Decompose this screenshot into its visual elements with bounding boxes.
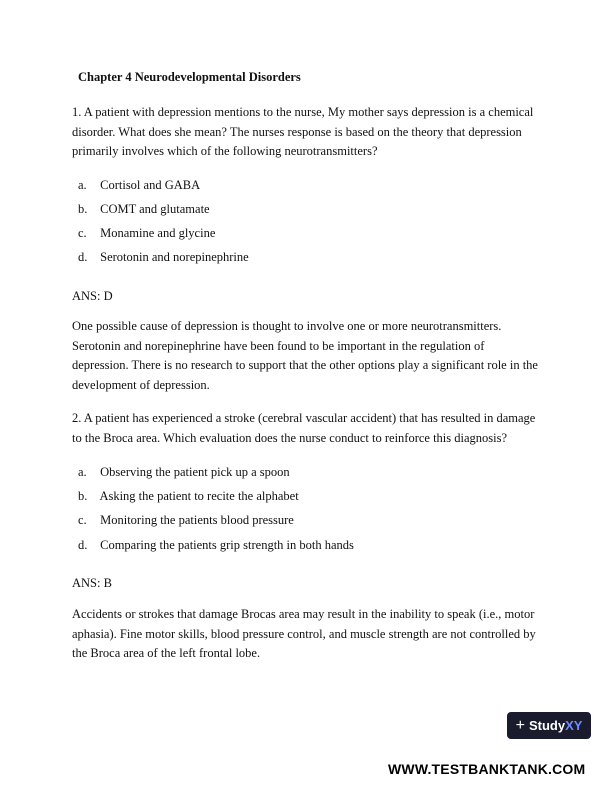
option-letter: a. [78,465,87,479]
question-1-option-a [78,177,200,193]
option-letter: d. [78,538,88,552]
badge-study-text: Study [528,718,566,733]
question-2-option-c [78,512,294,528]
question-1-answer: ANS: D [72,289,113,303]
option-letter: c. [78,513,87,527]
question-2-answer: ANS: B [72,576,112,590]
footer-url: WWW.TESTBANKTANK.COM [388,761,586,777]
option-text: Monitoring the patients blood pressure [100,513,294,527]
question-2-stem: 2. A patient has experienced a stroke (cerebral vascular accident) that has resulted in damage to the Broca area. Which evaluation does the nurse conduct to reinforce this diagnosis? [72,411,536,445]
option-text: COMT and glutamate [100,202,210,216]
option-letter: c. [78,226,87,240]
badge-xy-text: XY [565,718,583,733]
question-1-stem: 1. A patient with depression mentions to the nurse, My mother says depression is a chemical disorder. What does she mean? The nurses response is based on the theory that depression primarily involves which of the following neurotransmitters? [72,105,534,158]
option-letter: b. [78,489,88,503]
option-text: Monamine and glycine [100,226,216,240]
option-text: Observing the patient pick up a spoon [100,465,290,479]
option-text: Asking the patient to recite the alphabet [99,489,299,503]
question-2-rationale: Accidents or strokes that damage Brocas area may result in the inability to speak (i.e., motor aphasia). Fine motor skills, blood pressure control, and muscle strength are not controlled by the Broca area of the left frontal lobe. [72,607,536,660]
studyxy-badge[interactable] [507,712,591,739]
question-1-option-b [78,201,210,217]
question-2-option-b [78,488,299,504]
option-letter: b. [78,202,88,216]
question-1-rationale: One possible cause of depression is thought to involve one or more neurotransmitters. Serotonin and norepinephrine have been found to be important in the regulation of depression. There is no research to support that the other options play a significant role in the development of depression. [72,319,538,392]
question-1-option-c [78,225,215,241]
option-letter: d. [78,250,88,264]
question-1-option-d [78,249,249,265]
question-2-option-d [78,537,354,553]
option-text: Comparing the patients grip strength in both hands [100,538,354,552]
option-text: Cortisol and GABA [100,178,201,192]
chapter-title: Chapter 4 Neurodevelopmental Disorders [78,70,301,84]
option-text: Serotonin and norepinephrine [100,250,249,264]
question-2-option-a [78,464,290,480]
plus-icon: + [515,716,525,734]
option-letter: a. [78,178,87,192]
